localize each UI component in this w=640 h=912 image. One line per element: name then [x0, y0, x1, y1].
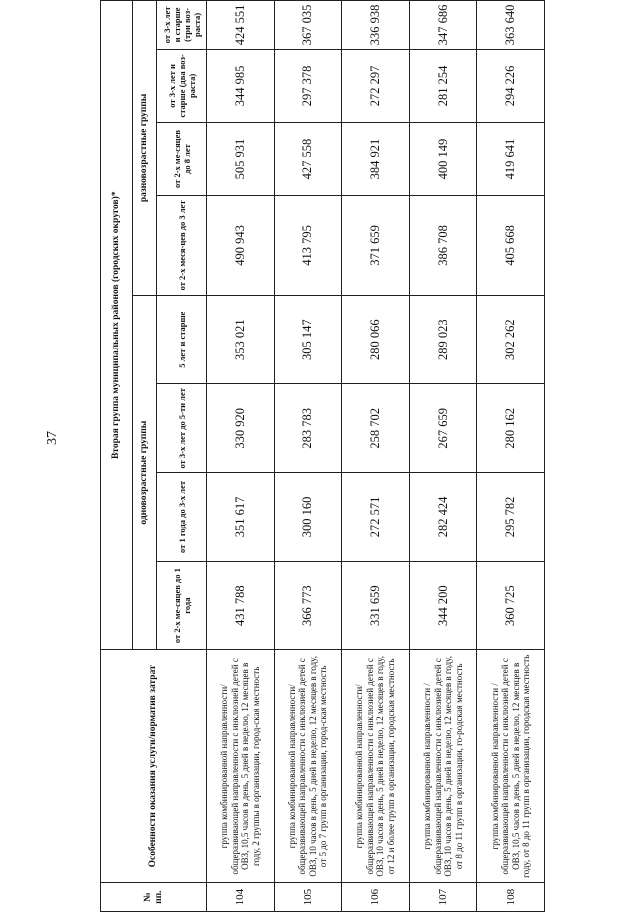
row-number: 108	[477, 883, 545, 912]
cell-value: 353 021	[207, 295, 275, 384]
mixed-age-header: разновозрастные группы	[133, 1, 157, 296]
row-description: группа комбинированной направленности/ общеразвивающей направленности с инклюзией детей с ОВЗ, 10 часов в день, 5 дней в неделю, 12 месяцев в году, от 5 до 7 групп в организации, город-ская местность	[274, 650, 342, 883]
cell-value: 300 160	[274, 473, 342, 562]
row-description: группа комбинированной направленности/ общеразвивающей направленности с инклюзией детей с ОВЗ, 10 часов в день, 5 дней в неделю, 12 месяцев в году, от 12 и более групп в организации, городская местность	[342, 650, 410, 883]
col-header-age: от 2-х ме-сяцев до 1 года	[157, 561, 207, 650]
cell-value: 336 938	[342, 1, 410, 50]
cell-value: 367 035	[274, 1, 342, 50]
cell-value: 297 378	[274, 49, 342, 122]
row-description: группа комбинированной направленности / общеразвивающей направленности с инклюзией детей с ОВЗ, 10,5 часов в день, 5 дней в неделю, 12 месяцев в году, от 8 до 11 групп в организации, городская местность	[477, 650, 545, 883]
row-number: 105	[274, 883, 342, 912]
cell-value: 344 985	[207, 49, 275, 122]
col-header-age: от 3-х лет и старше (три воз-раста)	[157, 1, 207, 50]
cell-value: 267 659	[409, 384, 477, 473]
cell-value: 413 795	[274, 196, 342, 296]
cell-value: 360 725	[477, 561, 545, 650]
table-row	[477, 1, 545, 912]
col-header-no: № пп.	[101, 883, 207, 912]
table-row	[409, 1, 477, 912]
cell-value: 371 659	[342, 196, 410, 296]
cell-value: 295 782	[477, 473, 545, 562]
row-number: 106	[342, 883, 410, 912]
cell-value: 344 200	[409, 561, 477, 650]
table-row	[207, 1, 275, 912]
cell-value: 289 023	[409, 295, 477, 384]
cell-value: 294 226	[477, 49, 545, 122]
row-description: группа комбинированной направленности / общеразвивающей направленности с инклюзией детей с ОВЗ, 10 часов в день, 5 дней в неделю, 12 месяцев в году, от 8 до 11 групп в организации, го-родская местность	[409, 650, 477, 883]
cell-value: 505 931	[207, 122, 275, 195]
col-header-age: от 3-х лет и старше (два воз-раста)	[157, 49, 207, 122]
col-header-age: 5 лет и старше	[157, 295, 207, 384]
page-number: 37	[45, 431, 60, 445]
cell-value: 330 920	[207, 384, 275, 473]
cell-value: 419 641	[477, 122, 545, 195]
cell-value: 305 147	[274, 295, 342, 384]
cell-value: 400 149	[409, 122, 477, 195]
row-number: 107	[409, 883, 477, 912]
cell-value: 427 558	[274, 122, 342, 195]
cell-value: 281 254	[409, 49, 477, 122]
col-header-age: от 2-х меся-цев до 3 лет	[157, 196, 207, 296]
cell-value: 347 686	[409, 1, 477, 50]
col-header-age: от 1 года до 3-х лет	[157, 473, 207, 562]
cell-value: 272 571	[342, 473, 410, 562]
cell-value: 282 424	[409, 473, 477, 562]
row-description: группа комбинированной направленности/ общеразвивающей направленности с инклюзией детей с ОВЗ, 10,5 часов в день, 5 дней в неделю, 12 месяцев в году, 2 группы в организации, город-ская местность	[207, 650, 275, 883]
cell-value: 283 783	[274, 384, 342, 473]
table-frame	[100, 0, 545, 912]
cell-value: 272 297	[342, 49, 410, 122]
cell-value: 258 702	[342, 384, 410, 473]
single-age-header: одновозрастные группы	[133, 295, 157, 650]
cell-value: 490 943	[207, 196, 275, 296]
cell-value: 405 668	[477, 196, 545, 296]
col-header-age: от 2-х ме-сяцев до 8 лет	[157, 122, 207, 195]
cell-value: 280 066	[342, 295, 410, 384]
cell-value: 384 921	[342, 122, 410, 195]
col-header-features: Особенности оказания услуги/норматив затрат	[101, 650, 207, 883]
cell-value: 331 659	[342, 561, 410, 650]
table-row	[274, 1, 342, 912]
row-number: 104	[207, 883, 275, 912]
cell-value: 424 551	[207, 1, 275, 50]
table-row	[342, 1, 410, 912]
cost-table	[100, 0, 545, 912]
col-header-age: от 3-х лет до 5-ти лет	[157, 384, 207, 473]
cell-value: 302 262	[477, 295, 545, 384]
rotated-page	[100, 0, 545, 912]
cell-value: 363 640	[477, 1, 545, 50]
cell-value: 431 788	[207, 561, 275, 650]
cell-value: 366 773	[274, 561, 342, 650]
cell-value: 351 617	[207, 473, 275, 562]
cell-value: 386 708	[409, 196, 477, 296]
cell-value: 280 162	[477, 384, 545, 473]
group-title: Вторая группа муниципальных районов (городских округов)*	[101, 1, 133, 650]
